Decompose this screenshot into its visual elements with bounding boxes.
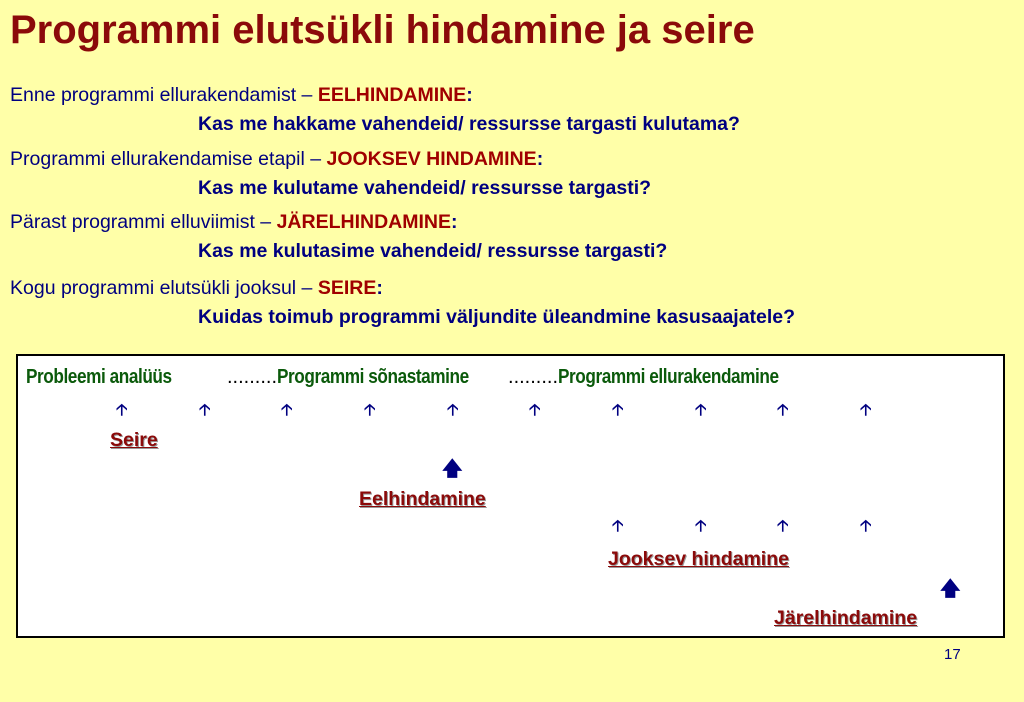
item-jooksev-hindamine	[10, 148, 543, 171]
item-colon: :	[451, 211, 458, 233]
up-arrow-icon: 🡡	[860, 402, 872, 419]
item-colon: :	[466, 84, 473, 106]
up-arrow-icon: 🡡	[281, 402, 293, 419]
up-arrow-icon: 🡡	[695, 518, 707, 535]
item-question: Kas me hakkame vahendeid/ ressursse targasti kulutama?	[198, 113, 740, 135]
up-arrow-icon: 🡡	[777, 518, 789, 535]
item-keyword: EELHINDAMINE	[317, 84, 467, 106]
up-arrow-icon: 🡡	[777, 402, 789, 419]
item-eelhindamine	[10, 84, 473, 107]
item-colon: :	[536, 148, 544, 170]
up-arrow-icon: 🡡	[612, 402, 624, 419]
item-question: Kas me kulutame vahendeid/ ressursse targasti?	[198, 177, 652, 199]
up-arrow-icon: 🡡	[116, 402, 128, 419]
phase-probleemi-analuus: Probleemi analüüs	[26, 366, 172, 388]
item-prefix: Programmi ellurakendamise etapil –	[10, 148, 327, 170]
label-jooksev-hindamine: Jooksev hindamine	[608, 548, 789, 570]
phase-separator: .........	[508, 366, 559, 388]
item-colon: :	[376, 277, 383, 299]
slide-title: Programmi elutsükli hindamine ja seire	[10, 8, 755, 52]
item-prefix: Kogu programmi elutsükli jooksul –	[10, 277, 318, 299]
up-arrow-icon: 🡡	[695, 402, 707, 419]
item-seire	[10, 277, 383, 300]
up-arrow-icon: 🡡	[364, 402, 376, 419]
item-keyword: SEIRE	[317, 277, 377, 299]
phase-programmi-ellurakendamine: Programmi ellurakendamine	[558, 366, 779, 388]
up-arrow-icon: 🡡	[860, 518, 872, 535]
up-arrow-icon: 🡡	[199, 402, 211, 419]
item-prefix: Enne programmi ellurakendamist –	[10, 84, 318, 106]
item-question: Kuidas toimub programmi väljundite üleandmine kasusaajatele?	[198, 306, 796, 328]
item-prefix: Pärast programmi elluviimist –	[10, 211, 277, 233]
phase-separator: .........	[227, 366, 278, 388]
label-eelhindamine: Eelhindamine	[359, 488, 486, 510]
item-keyword: JOOKSEV HINDAMINE	[326, 148, 537, 170]
label-seire: Seire	[110, 429, 158, 451]
phase-programmi-sonastamine: Programmi sõnastamine	[277, 366, 469, 388]
phase-timeline	[26, 366, 815, 389]
item-keyword: JÄRELHINDAMINE	[276, 211, 452, 233]
label-jarelhindamine: Järelhindamine	[774, 607, 918, 629]
item-jarelhindamine	[10, 211, 458, 234]
up-arrow-icon: 🡡	[447, 402, 459, 419]
item-question: Kas me kulutasime vahendeid/ ressursse targasti?	[198, 240, 668, 262]
lifecycle-diagram-box	[16, 354, 1005, 638]
page-number: 17	[944, 646, 961, 663]
up-arrow-icon: 🡅	[442, 458, 463, 480]
up-arrow-icon: 🡅	[940, 578, 961, 600]
up-arrow-icon: 🡡	[529, 402, 541, 419]
up-arrow-icon: 🡡	[612, 518, 624, 535]
